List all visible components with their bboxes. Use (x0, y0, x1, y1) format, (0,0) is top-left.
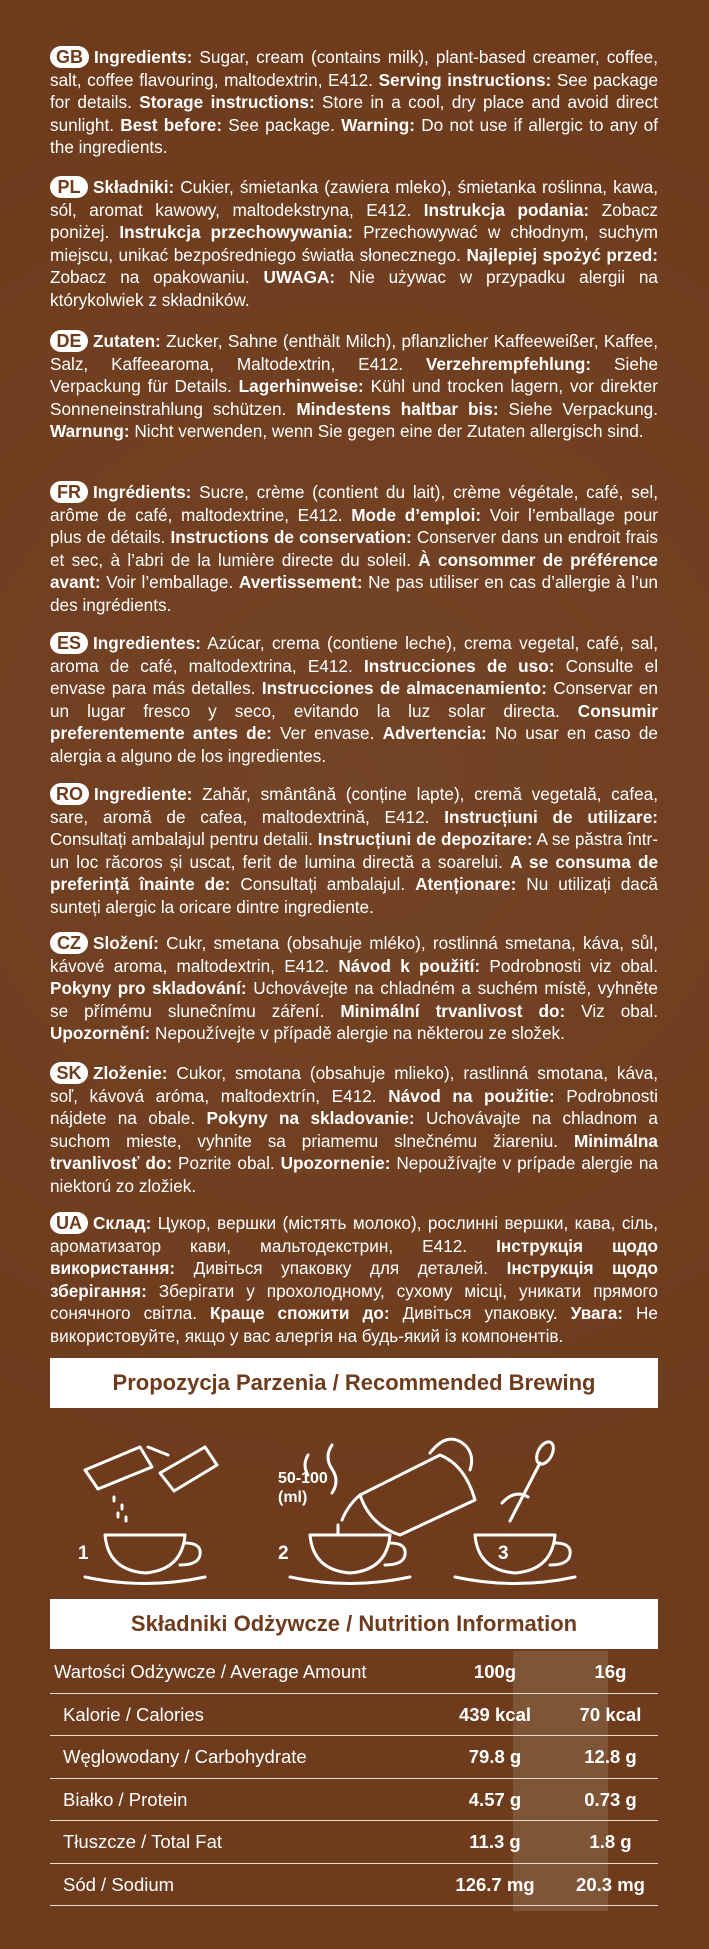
lang-text (50, 1212, 658, 1347)
lang-block-pl (50, 176, 658, 311)
sachet-icon (85, 1447, 217, 1521)
lang-label: Pokyny pro skladování: (50, 978, 247, 998)
lang-value: Zahăr, smântână (conține lapte), cremă vegetală, cafea, sare, aromă de cafea, maltodextrină, E412. (50, 784, 658, 827)
lang-block-fr (50, 481, 658, 616)
nutrition-row (50, 1694, 658, 1737)
lang-label: Lagerhinweise: (238, 376, 364, 396)
lang-badge: ES (50, 632, 88, 654)
lang-label: Upozornenie: (280, 1153, 391, 1173)
nutrition-per-16g: 70 kcal (579, 1703, 642, 1725)
lang-block-de (50, 330, 658, 443)
cup-icon-1 (85, 1535, 205, 1584)
lang-badge: PL (50, 176, 88, 198)
cup-icon-3 (455, 1535, 575, 1584)
lang-text (50, 783, 658, 918)
lang-badge: CZ (50, 932, 88, 954)
lang-label: Instrukcja przechowywania: (119, 222, 353, 242)
lang-label: Advertencia: (382, 723, 487, 743)
nutrition-per-100g: 439 kcal (458, 1703, 531, 1725)
lang-label: Verzehrempfehlung: (425, 353, 592, 374)
lang-value: Cukier, śmietanka (zawiera mleko), śmietanka roślinna, kawa, sól, aromat kawowy, maltodekstryna, E412. (50, 177, 658, 220)
lang-value: Ver envase. (271, 723, 383, 743)
lang-label: Minimálna trvanlivosť do: (50, 1130, 658, 1173)
lang-value: Consultați ambalajul. (230, 874, 416, 894)
lang-label: Složení: (93, 933, 159, 953)
lang-label: Mindestens haltbar bis: (296, 398, 499, 419)
nutrition-label: Kalorie / Calories (63, 1703, 204, 1725)
lang-block-gb (50, 46, 658, 159)
nutrition-label: Tłuszcze / Total Fat (63, 1831, 223, 1852)
lang-label: UWAGA: (263, 267, 336, 287)
lang-label: Zloženie: (93, 1063, 168, 1083)
brewing-title: Propozycja Parzenia / Recommended Brewing (50, 1358, 658, 1408)
nutrition-header-16g: 16g (594, 1661, 627, 1682)
lang-label: Warning: (341, 114, 415, 135)
lang-value: Nie używac w przypadku alergii na którykolwiek z składników. (50, 267, 658, 310)
lang-value: Дивіться упаковку для деталей. (175, 1258, 507, 1278)
lang-value: Sugar, cream (contains milk), plant-based creamer, coffee, salt, coffee flavouring, maltodextrin, E412. (50, 47, 658, 90)
nutrition-header-100g: 100g (473, 1661, 517, 1682)
lang-badge: FR (50, 481, 88, 503)
water-amount (278, 1469, 328, 1507)
nutrition-label: Białko / Protein (63, 1788, 188, 1810)
lang-block-cz (50, 932, 658, 1045)
lang-value: Uchovávejte na chladném a suchém místě, vyhněte se přímému slunečnímu záření. (50, 978, 658, 1021)
lang-value: Zobacz poniżej. (50, 199, 659, 242)
lang-value: Дивіться упаковку. (389, 1303, 571, 1323)
lang-value: Przechowywać w chłodnym, suchym miejscu, unikać bezpośredniego światła słonecznego. (50, 222, 659, 265)
lang-label: Upozornění: (50, 1023, 151, 1043)
nutrition-row (50, 1736, 658, 1779)
lang-value: Kühl und trocken lagern, vor direkter Sonneneinstrahlung schützen. (50, 376, 658, 419)
cup-icon-2 (290, 1535, 410, 1584)
lang-value: A se păstra într-un loc răcoros și uscat, ferit de lumina directă a soarelui. (50, 829, 658, 872)
lang-value: Voir l’emballage. (100, 572, 239, 592)
nutrition-per-100g: 11.3 g (469, 1831, 521, 1852)
lang-label: Návod k použití: (338, 955, 481, 976)
water-amount-value: 50-100 (278, 1470, 328, 1487)
nutrition-per-16g: 0.73 g (584, 1788, 637, 1810)
lang-value: Cukor, smotana (obsahuje mlieko), rastlinná smotana, káva, soľ, kávová aróma, maltodextrín, E412. (50, 1063, 658, 1106)
lang-label: Best before: (120, 114, 223, 135)
brewing-steps (70, 1425, 650, 1585)
lang-value: Viz obal. (565, 1000, 658, 1021)
lang-label: Storage instructions: (139, 92, 315, 112)
lang-label: Склад: (93, 1213, 152, 1233)
lang-label: Minimální trvanlivost do: (340, 1000, 566, 1021)
nutrition-header-row (50, 1651, 658, 1694)
lang-value: Voir l’emballage pour plus de détails. (50, 504, 658, 547)
lang-value: Nepoužívejte v případě alergie na některou ze složek. (150, 1023, 565, 1043)
lang-value: Store in a cool, dry place and avoid direct sunlight. (50, 92, 658, 135)
lang-badge: SK (50, 1062, 88, 1084)
lang-block-sk (50, 1062, 658, 1197)
nutrition-label: Sód / Sodium (63, 1873, 175, 1895)
nutrition-table (50, 1651, 658, 1906)
nutrition-title: Składniki Odżywcze / Nutrition Information (50, 1599, 658, 1649)
lang-value: Azúcar, crema (contiene leche), crema vegetal, café, sal, aroma de café, maltodextrina, E412. (50, 633, 658, 676)
lang-label: Składniki: (93, 177, 175, 197)
nutrition-per-100g: 4.57 g (468, 1788, 522, 1810)
lang-label: Warnung: (50, 421, 130, 441)
lang-value: See package for details. (50, 69, 659, 112)
lang-value: Nu utilizați dacă sunteți alergic la oricare dintre ingrediente. (50, 874, 658, 917)
lang-label: Mode d’emploi: (351, 504, 482, 525)
lang-value: Podrobnosti viz obal. (480, 955, 658, 976)
lang-text (50, 632, 658, 767)
nutrition-per-16g: 12.8 g (584, 1746, 637, 1767)
lang-label: Zutaten: (93, 331, 161, 351)
lang-value: Siehe Verpackung für Details. (50, 353, 658, 396)
lang-value: Zobacz na opakowaniu. (50, 267, 264, 287)
lang-text (50, 1062, 658, 1197)
lang-label: Ingrédients: (93, 482, 192, 502)
lang-value: Ne pas utiliser en cas d’allergie à l’un des ingrédients. (50, 572, 658, 615)
water-amount-unit: (ml) (278, 1489, 308, 1506)
nutrition-label: Węglowodany / Carbohydrate (63, 1746, 307, 1767)
lang-value: Cukr, smetana (obsahuje mléko), rostlinná smetana, káva, sůl, kávové aroma, maltodextrin, E412. (50, 933, 658, 976)
lang-value: Uchovávajte na chladnom a suchom mieste, vyhnite sa priamemu slnečnému žiareniu. (50, 1108, 658, 1151)
lang-value: Consultați ambalajul pentru detalii. (50, 829, 318, 849)
lang-text (50, 481, 658, 616)
lang-value: Sucre, crème (contient du lait), crème végétale, café, sel, arôme de café, maltodextrine, E412. (50, 482, 658, 525)
lang-label: Atenționare: (415, 874, 517, 894)
lang-value: Зберігати у прохолодному, сухому місці, уникати прямого сонячного світла. (50, 1280, 658, 1323)
lang-value: Do not use if allergic to any of the ingredients. (50, 114, 659, 157)
lang-value: Conserver dans un endroit frais et sec, à l’abri de la lumière directe du soleil. (50, 527, 659, 570)
step-number-3: 3 (498, 1543, 509, 1564)
lang-label: Pokyny na skladovanie: (206, 1108, 415, 1128)
lang-label: Інструкція щодо зберігання: (50, 1258, 659, 1301)
lang-label: Instrucciones de almacenamiento: (261, 678, 547, 698)
lang-value: No usar en caso de alergia a alguno de los ingredientes. (50, 723, 658, 766)
lang-badge: UA (50, 1212, 88, 1234)
lang-text (50, 330, 658, 443)
lang-label: À consommer de préférence avant: (50, 549, 658, 592)
lang-block-es (50, 632, 658, 767)
lang-label: Ingredients: (94, 47, 193, 67)
lang-label: Увага: (570, 1303, 624, 1323)
lang-value: Siehe Verpackung. (498, 398, 658, 419)
nutrition-row (50, 1779, 658, 1822)
lang-label: Najlepiej spożyć przed: (466, 244, 658, 265)
lang-value: Conservar en un lugar fresco y seco, evitando la luz solar directa. (50, 678, 658, 721)
lang-value: See package. (222, 114, 342, 135)
nutrition-per-16g: 1.8 g (589, 1831, 632, 1852)
lang-block-ro (50, 783, 658, 918)
lang-label: Consumir preferentemente antes de: (50, 700, 658, 743)
nutrition-row (50, 1864, 658, 1907)
brewing-illustration (70, 1425, 650, 1585)
lang-value: Nepoužívajte v prípade alergie na niektorú zo zložiek. (50, 1153, 658, 1196)
step-number-1: 1 (78, 1543, 89, 1564)
lang-value: Podrobnosti nájdete na obale. (50, 1085, 658, 1128)
lang-badge: RO (50, 783, 89, 805)
lang-label: Instrucțiuni de utilizare: (444, 806, 658, 827)
lang-label: Serving instructions: (378, 69, 552, 90)
nutrition-per-100g: 126.7 mg (455, 1873, 535, 1895)
lang-text (50, 932, 658, 1045)
spoon-icon (502, 1439, 557, 1521)
nutrition-per-100g: 79.8 g (468, 1746, 522, 1767)
lang-label: Avertissement: (238, 572, 363, 592)
lang-text (50, 176, 658, 311)
nutrition-row (50, 1821, 658, 1864)
nutrition-per-16g: 20.3 mg (576, 1873, 645, 1895)
lang-value: Не використовуйте, якщо у вас алергія на будь-який із компонентів. (50, 1303, 658, 1346)
lang-value: Zucker, Sahne (enthält Milch), pflanzlicher Kaffeeweißer, Kaffee, Salz, Kaffeearoma, Maltodextrin, E412. (50, 331, 658, 374)
lang-badge: GB (50, 46, 89, 68)
lang-text (50, 46, 658, 159)
lang-label: Ingrediente: (94, 784, 193, 804)
lang-value: Nicht verwenden, wenn Sie gegen eine der Zutaten allergisch sind. (129, 421, 644, 441)
lang-value: Pozrite obal. (172, 1153, 281, 1173)
lang-badge: DE (50, 330, 88, 352)
lang-label: Ingredientes: (93, 633, 201, 653)
lang-label: Краще спожити до: (209, 1303, 390, 1323)
lang-label: Instructions de conservation: (170, 527, 412, 547)
lang-label: Návod na použitie: (388, 1085, 555, 1106)
lang-value: Consulte el envase para más detalles. (50, 655, 659, 698)
lang-label: Instrucciones de uso: (363, 655, 555, 676)
lang-label: Instrukcja podania: (423, 199, 590, 220)
lang-label: Інструкція щодо використання: (50, 1235, 658, 1278)
kettle-icon (338, 1439, 475, 1535)
lang-value: Цукор, вершки (містять молоко), рослинні вершки, кава, сіль, ароматизатор кави, мальтодекстрин, E412. (50, 1213, 658, 1256)
nutrition-header-label: Wartości Odżywcze / Average Amount (54, 1661, 367, 1682)
step-number-2: 2 (278, 1543, 289, 1564)
lang-label: Instrucțiuni de depozitare: (317, 829, 533, 849)
lang-block-ua (50, 1212, 658, 1347)
lang-label: A se consuma de preferință înainte de: (50, 851, 658, 894)
